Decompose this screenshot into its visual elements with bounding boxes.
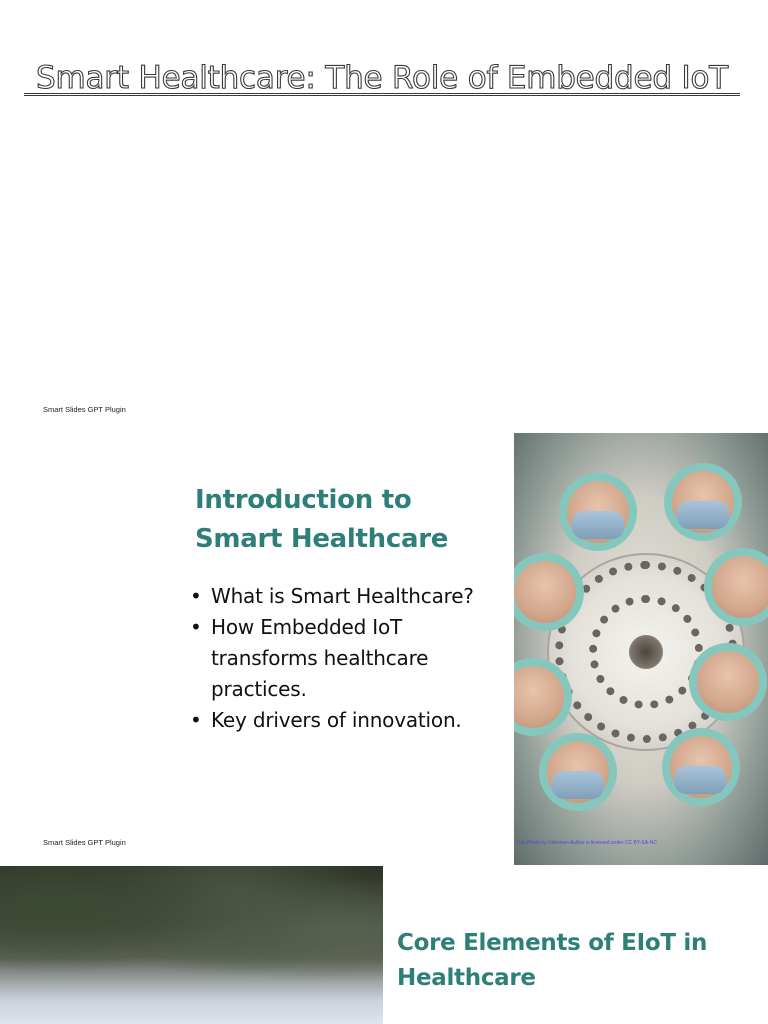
slide-heading: Introduction to Smart Healthcare	[195, 485, 449, 554]
surgical-mask	[674, 766, 726, 794]
surgical-mask	[677, 501, 729, 529]
surgical-mask	[572, 511, 624, 539]
surgical-mask	[552, 771, 604, 799]
slide-2	[0, 432, 768, 866]
bullet-item: • Key drivers of innovation.	[190, 705, 495, 736]
lamp-core	[629, 635, 663, 669]
slide-title: Smart Healthcare: The Role of Embedded IoT	[36, 60, 728, 96]
bullet-list	[190, 581, 495, 736]
photo-credit-link[interactable]: This Photo by Unknown Author is licensed under CC BY-SA-NC	[516, 840, 657, 846]
bullet-item: • What is Smart Healthcare?	[190, 581, 495, 612]
slide-3	[0, 866, 768, 1024]
slide-1	[0, 0, 768, 432]
slide-heading: Core Elements of EIoT in Healthcare	[397, 930, 708, 991]
slide-footer: Smart Slides GPT Plugin	[43, 838, 126, 847]
title-underline	[24, 93, 740, 96]
blurred-landscape-photo	[0, 866, 383, 1024]
slide-footer: Smart Slides GPT Plugin	[43, 405, 126, 414]
doctor-head	[689, 643, 767, 721]
doctors-looking-down-photo	[514, 433, 768, 865]
bullet-item: • How Embedded IoT transforms healthcare practices.	[190, 612, 495, 705]
